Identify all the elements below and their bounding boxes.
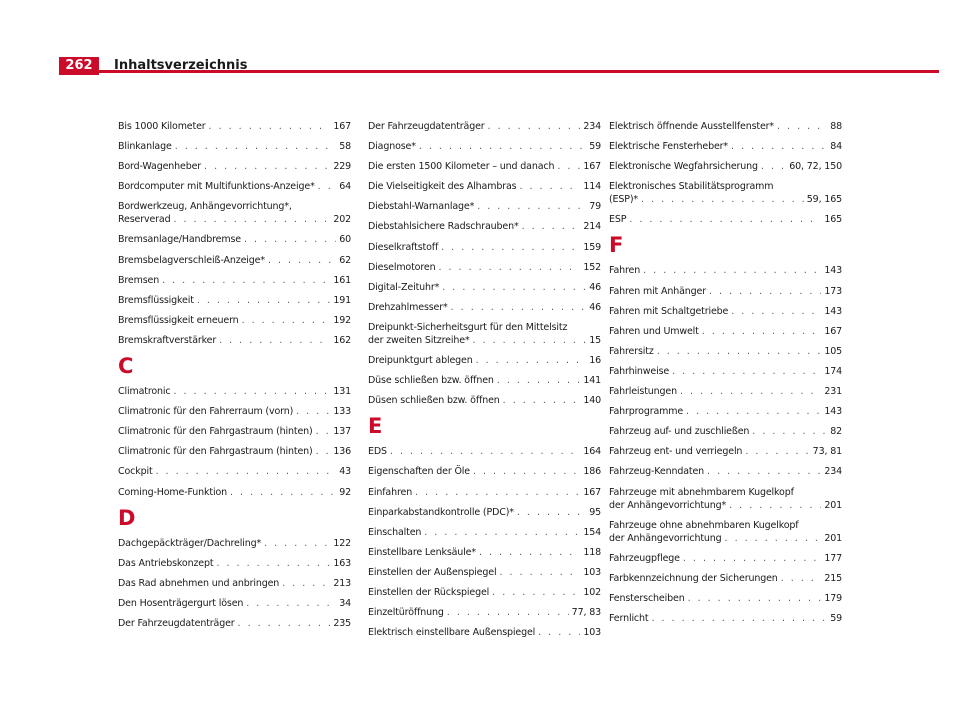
index-entry[interactable]	[609, 180, 842, 206]
dot-leader	[216, 557, 330, 570]
entry-label: Fernlicht	[609, 612, 649, 624]
entry-page: 133	[333, 406, 351, 418]
entry-page: 161	[333, 274, 351, 286]
index-entry[interactable]	[368, 220, 601, 233]
entry-label: Diagnose*	[368, 141, 416, 153]
dot-leader	[557, 160, 580, 173]
entry-label: Fahren mit Anhänger	[609, 285, 706, 297]
entry-page: 167	[824, 325, 842, 337]
index-entry[interactable]	[368, 506, 601, 519]
entry-label: Einparkabstandkontrolle (PDC)*	[368, 506, 514, 518]
entry-label: Dieselmotoren	[368, 261, 436, 273]
entry-page: 162	[333, 334, 351, 346]
dot-leader	[641, 193, 804, 206]
index-entry[interactable]	[118, 180, 351, 193]
index-entry[interactable]	[609, 572, 842, 585]
dot-leader	[447, 606, 569, 619]
entry-page: 234	[583, 121, 601, 132]
entry-label: Climatronic für den Fahrgastraum (hinten)	[118, 446, 313, 458]
index-entry[interactable]	[609, 405, 842, 418]
dot-leader	[517, 506, 586, 519]
dot-leader	[745, 445, 809, 458]
dot-leader	[707, 465, 821, 478]
dot-leader	[497, 374, 581, 387]
index-column-3	[609, 120, 842, 632]
dot-leader	[316, 425, 331, 438]
entry-page: 177	[824, 552, 842, 564]
index-entry[interactable]	[368, 321, 601, 347]
dot-leader	[683, 552, 821, 565]
index-entry[interactable]	[118, 537, 351, 550]
index-entry[interactable]	[118, 597, 351, 610]
entry-page: 88	[830, 121, 842, 132]
entry-label: Elektrisch einstellbare Außenspiegel	[368, 627, 536, 639]
index-entry[interactable]	[118, 294, 351, 307]
entry-page: 215	[824, 572, 842, 584]
entry-page: 103	[583, 566, 601, 578]
dot-leader	[672, 365, 821, 378]
entry-label: Coming-Home-Funktion	[118, 486, 227, 498]
entry-label: Fahrzeug auf- und zuschließen	[609, 426, 750, 438]
dot-leader	[438, 261, 580, 274]
entry-label: Elektronische Wegfahrsicherung	[609, 161, 758, 173]
dot-leader	[709, 285, 821, 298]
dot-leader	[476, 354, 587, 367]
entry-page: 213	[333, 577, 351, 589]
index-column-1	[118, 120, 351, 637]
entry-page: 92	[339, 486, 351, 498]
dot-leader	[657, 345, 822, 358]
entry-label: Dieselkraftstoff	[368, 241, 439, 253]
dot-leader	[686, 405, 821, 418]
entry-page: 58	[339, 141, 351, 153]
entry-label: Dreipunktgurt ablegen	[368, 355, 473, 367]
dot-leader	[175, 140, 337, 153]
entry-label: Climatronic für den Fahrerraum (vorn)	[118, 406, 294, 418]
entry-page: 105	[824, 345, 842, 357]
dot-leader	[242, 314, 331, 327]
section-letter: E	[368, 414, 383, 439]
entry-label: Bremskraftverstärker	[118, 334, 217, 346]
entry-page: 143	[824, 305, 842, 317]
entry-label: Einstellen der Rückspiegel	[368, 586, 490, 598]
index-entry[interactable]	[609, 519, 842, 545]
section-letter: F	[609, 233, 624, 258]
dot-leader	[204, 160, 330, 173]
entry-label: Fahrleistungen	[609, 386, 677, 398]
entry-label: Blinkanlage	[118, 141, 172, 153]
entry-page: 234	[824, 466, 842, 478]
entry-label: Einschalten	[368, 526, 422, 538]
dot-leader	[197, 294, 331, 307]
index-entry[interactable]	[609, 552, 842, 565]
entry-page: 34	[339, 597, 351, 609]
dot-leader	[244, 233, 336, 246]
entry-page: 122	[333, 537, 351, 549]
index-entry[interactable]	[368, 394, 601, 407]
entry-label: Der Fahrzeugdatenträger	[118, 617, 235, 629]
dot-leader	[731, 140, 827, 153]
entry-page: 163	[333, 557, 351, 569]
index-entry[interactable]	[609, 465, 842, 478]
entry-label: Einstellen der Außenspiegel	[368, 566, 497, 578]
page-title: Inhaltsverzeichnis	[114, 58, 248, 73]
index-entry[interactable]	[368, 120, 601, 133]
dot-leader	[702, 325, 822, 338]
entry-page: 143	[824, 265, 842, 277]
entry-page: 103	[583, 627, 601, 639]
index-entry[interactable]	[609, 305, 842, 318]
entry-page: 201	[824, 499, 842, 511]
dot-leader	[731, 305, 821, 318]
entry-label: Reserverad	[118, 214, 171, 226]
entry-label: Dachgepäckträger/Dachreling*	[118, 537, 262, 549]
dot-leader	[477, 200, 586, 213]
dot-leader	[219, 334, 330, 347]
index-entry[interactable]	[609, 365, 842, 378]
entry-label: Digital-Zeituhr*	[368, 281, 440, 293]
entry-label: Elektrisch öffnende Ausstellfenster*	[609, 121, 775, 132]
entry-page: 231	[824, 386, 842, 398]
dot-leader	[424, 526, 580, 539]
entry-page: 114	[583, 181, 601, 193]
dot-leader	[162, 274, 330, 287]
dot-leader	[415, 486, 580, 499]
dot-leader	[781, 572, 822, 585]
index-entry[interactable]	[118, 120, 351, 133]
index-entry[interactable]	[368, 526, 601, 539]
entry-page: 136	[333, 446, 351, 458]
dot-leader	[725, 532, 822, 545]
entry-label: der Anhängevorrichtung*	[609, 499, 727, 511]
index-entry[interactable]	[609, 160, 842, 173]
index-column-2	[368, 120, 601, 646]
index-entry[interactable]	[368, 241, 601, 254]
index-entry[interactable]	[118, 160, 351, 173]
index-entry[interactable]	[368, 354, 601, 367]
entry-label: Fahrhinweise	[609, 365, 670, 377]
entry-page: 16	[589, 355, 601, 367]
entry-label-line1: Elektronisches Stabilitätsprogramm	[609, 181, 774, 193]
entry-row	[368, 334, 601, 347]
index-entry[interactable]	[609, 345, 842, 358]
dot-leader	[473, 465, 580, 478]
entry-label: Die ersten 1500 Kilometer – und danach	[368, 161, 555, 173]
index-entry[interactable]	[368, 140, 601, 153]
index-entry[interactable]	[609, 120, 842, 133]
entry-label: der Anhängevorrichtung	[609, 532, 722, 544]
entry-label: (ESP)*	[609, 194, 639, 206]
dot-leader	[473, 334, 587, 347]
entry-page: 79	[589, 201, 601, 213]
entry-label: Den Hosenträgergurt lösen	[118, 597, 244, 609]
index-entry[interactable]	[368, 180, 601, 193]
dot-leader	[680, 385, 821, 398]
index-entry[interactable]	[368, 486, 601, 499]
entry-page: 165	[824, 214, 842, 226]
index-entry[interactable]	[368, 281, 601, 294]
entry-label: Fahrzeug-Kenndaten	[609, 466, 705, 478]
entry-label: Das Antriebskonzept	[118, 557, 214, 569]
entry-page: 15	[589, 334, 601, 346]
page-number: 262	[59, 57, 99, 75]
entry-page: 59, 165	[806, 194, 842, 206]
entry-row	[609, 193, 842, 206]
index-entry[interactable]	[368, 586, 601, 599]
index-entry[interactable]	[118, 425, 351, 438]
dot-leader	[538, 626, 580, 639]
dot-leader	[519, 180, 580, 193]
dot-leader	[296, 405, 330, 418]
entry-page: 152	[583, 261, 601, 273]
index-entry[interactable]	[118, 385, 351, 398]
dot-leader	[522, 220, 581, 233]
dot-leader	[499, 566, 580, 579]
entry-page: 62	[339, 254, 351, 266]
entry-page: 186	[583, 466, 601, 478]
index-entry[interactable]	[118, 233, 351, 246]
index-entry[interactable]	[118, 617, 351, 630]
entry-label: Eigenschaften der Öle	[368, 466, 470, 478]
entry-page: 64	[339, 181, 351, 193]
index-entry[interactable]	[118, 486, 351, 499]
entry-label: Fensterscheiben	[609, 592, 685, 604]
entry-label: Bis 1000 Kilometer	[118, 121, 206, 132]
entry-page: 192	[333, 314, 351, 326]
entry-page: 173	[824, 285, 842, 297]
entry-label: Fahren	[609, 265, 641, 277]
section-letter: C	[118, 354, 134, 379]
dot-leader	[442, 281, 586, 294]
dot-leader	[282, 577, 330, 590]
index-entry[interactable]	[368, 200, 601, 213]
entry-page: 102	[583, 586, 601, 598]
index-entry[interactable]	[118, 314, 351, 327]
dot-leader	[316, 445, 331, 458]
dot-leader	[629, 213, 821, 226]
entry-row	[609, 499, 842, 512]
entry-page: 46	[589, 301, 601, 313]
entry-label: Fahrzeug ent- und verriegeln	[609, 446, 743, 458]
dot-leader	[488, 120, 581, 133]
index-entry[interactable]	[609, 592, 842, 605]
index-entry[interactable]	[118, 405, 351, 418]
index-entry[interactable]	[368, 606, 601, 619]
entry-label: Düse schließen bzw. öffnen	[368, 375, 494, 387]
entry-label: Der Fahrzeugdatenträger	[368, 121, 485, 132]
entry-page: 118	[583, 546, 601, 558]
entry-label: Fahren und Umwelt	[609, 325, 699, 337]
entry-label: Bordcomputer mit Multifunktions-Anzeige*	[118, 181, 315, 193]
entry-row	[118, 213, 351, 226]
index-entry[interactable]	[118, 140, 351, 153]
entry-page: 179	[824, 592, 842, 604]
dot-leader	[479, 546, 580, 559]
dot-leader	[209, 120, 331, 133]
entry-page: 141	[583, 375, 601, 387]
index-entry[interactable]	[118, 557, 351, 570]
dot-leader	[503, 394, 581, 407]
dot-leader	[264, 537, 330, 550]
entry-label-line1: Bordwerkzeug, Anhängevorrichtung*,	[118, 201, 292, 213]
index-entry[interactable]	[609, 264, 842, 277]
entry-label: Fahrprogramme	[609, 406, 684, 418]
entry-page: 235	[333, 617, 351, 629]
index-entry[interactable]	[368, 566, 601, 579]
dot-leader	[777, 120, 827, 133]
entry-row	[609, 532, 842, 545]
entry-page: 43	[339, 466, 351, 478]
entry-page: 202	[333, 214, 351, 226]
index-entry[interactable]	[118, 445, 351, 458]
entry-page: 59	[589, 141, 601, 153]
entry-page: 201	[824, 532, 842, 544]
dot-leader	[390, 445, 580, 458]
entry-page: 73, 81	[812, 446, 842, 458]
entry-label: Bremsen	[118, 274, 160, 286]
entry-page: 60, 72, 150	[789, 161, 842, 173]
entry-label: Fahrersitz	[609, 345, 654, 357]
entry-page: 174	[824, 365, 842, 377]
index-entry[interactable]	[368, 626, 601, 639]
entry-label: Düsen schließen bzw. öffnen	[368, 395, 500, 407]
dot-leader	[419, 140, 586, 153]
entry-label: Diebstahl-Warnanlage*	[368, 201, 475, 213]
index-entry[interactable]	[609, 213, 842, 226]
entry-page: 84	[830, 141, 842, 153]
entry-page: 154	[583, 526, 601, 538]
index-entry[interactable]	[368, 445, 601, 458]
entry-label-line1: Fahrzeuge ohne abnehmbaren Kugelkopf	[609, 519, 799, 531]
entry-page: 131	[333, 386, 351, 398]
index-entry[interactable]	[368, 546, 601, 559]
dot-leader	[238, 617, 331, 630]
dot-leader	[230, 486, 336, 499]
index-entry[interactable]	[118, 334, 351, 347]
dot-leader	[318, 180, 337, 193]
dot-leader	[651, 612, 827, 625]
dot-leader	[268, 254, 336, 267]
index-entry[interactable]	[609, 285, 842, 298]
entry-page: 229	[333, 161, 351, 173]
entry-label: Bremsbelagverschleiß-Anzeige*	[118, 254, 265, 266]
entry-page: 82	[830, 426, 842, 438]
entry-label: ESP	[609, 214, 627, 226]
entry-label: Bremsflüssigkeit erneuern	[118, 314, 239, 326]
entry-page: 159	[583, 241, 601, 253]
index-entry[interactable]	[368, 374, 601, 387]
entry-label: Bremsflüssigkeit	[118, 294, 194, 306]
dot-leader	[156, 465, 337, 478]
entry-label: Bord-Wagenheber	[118, 161, 202, 173]
entry-label: Einfahren	[368, 486, 413, 498]
entry-page: 95	[589, 506, 601, 518]
entry-label: Bremsanlage/Handbremse	[118, 234, 241, 246]
entry-label: Einstellbare Lenksäule*	[368, 546, 476, 558]
index-entry[interactable]	[609, 325, 842, 338]
entry-label: Climatronic	[118, 386, 171, 398]
dot-leader	[173, 213, 330, 226]
index-entry[interactable]	[118, 577, 351, 590]
entry-page: 167	[583, 486, 601, 498]
entry-label: Fahren mit Schaltgetriebe	[609, 305, 729, 317]
entry-label: Drehzahlmesser*	[368, 301, 448, 313]
dot-leader	[173, 385, 330, 398]
index-entry[interactable]	[609, 486, 842, 512]
entry-label: Elektrische Fensterheber*	[609, 141, 729, 153]
dot-leader	[451, 301, 587, 314]
entry-label-line1: Fahrzeuge mit abnehmbarem Kugelkopf	[609, 486, 794, 498]
entry-page: 214	[583, 221, 601, 233]
entry-page: 191	[333, 294, 351, 306]
entry-page: 167	[333, 121, 351, 132]
index-entry[interactable]	[609, 445, 842, 458]
entry-label: der zweiten Sitzreihe*	[368, 334, 470, 346]
dot-leader	[688, 592, 822, 605]
dot-leader	[761, 160, 786, 173]
entry-label: Diebstahlsichere Radschrauben*	[368, 221, 519, 233]
entry-page: 137	[333, 426, 351, 438]
index-entry[interactable]	[118, 465, 351, 478]
index-entry[interactable]	[118, 254, 351, 267]
entry-label: Farbkennzeichnung der Sicherungen	[609, 572, 778, 584]
dot-leader	[441, 241, 580, 254]
entry-page: 46	[589, 281, 601, 293]
index-entry[interactable]	[118, 274, 351, 287]
entry-label: Cockpit	[118, 466, 153, 478]
index-entry[interactable]	[609, 612, 842, 625]
index-entry[interactable]	[368, 261, 601, 274]
index-entry[interactable]	[368, 465, 601, 478]
index-entry[interactable]	[368, 301, 601, 314]
entry-label: Einzeltüröffnung	[368, 607, 444, 619]
dot-leader	[492, 586, 580, 599]
entry-label: EDS	[368, 446, 387, 458]
entry-page: 60	[339, 234, 351, 246]
section-letter: D	[118, 505, 136, 530]
dot-leader	[246, 597, 336, 610]
entry-page: 143	[824, 406, 842, 418]
entry-label: Climatronic für den Fahrgastraum (hinten)	[118, 426, 313, 438]
entry-page: 77, 83	[571, 607, 601, 619]
entry-label: Die Vielseitigkeit des Alhambras	[368, 181, 517, 193]
index-entry[interactable]	[118, 200, 351, 226]
dot-leader	[752, 425, 827, 438]
entry-label-line1: Dreipunkt-Sicherheitsgurt für den Mittelsitz	[368, 321, 568, 333]
index-entry[interactable]	[609, 425, 842, 438]
entry-page: 167	[583, 161, 601, 173]
entry-label: Das Rad abnehmen und anbringen	[118, 577, 280, 589]
index-entry[interactable]	[609, 385, 842, 398]
entry-page: 140	[583, 395, 601, 407]
dot-leader	[643, 264, 821, 277]
index-entry[interactable]	[368, 160, 601, 173]
dot-leader	[729, 499, 821, 512]
index-entry[interactable]	[609, 140, 842, 153]
entry-label: Fahrzeugpflege	[609, 552, 680, 564]
entry-page: 164	[583, 446, 601, 458]
entry-page: 59	[830, 612, 842, 624]
